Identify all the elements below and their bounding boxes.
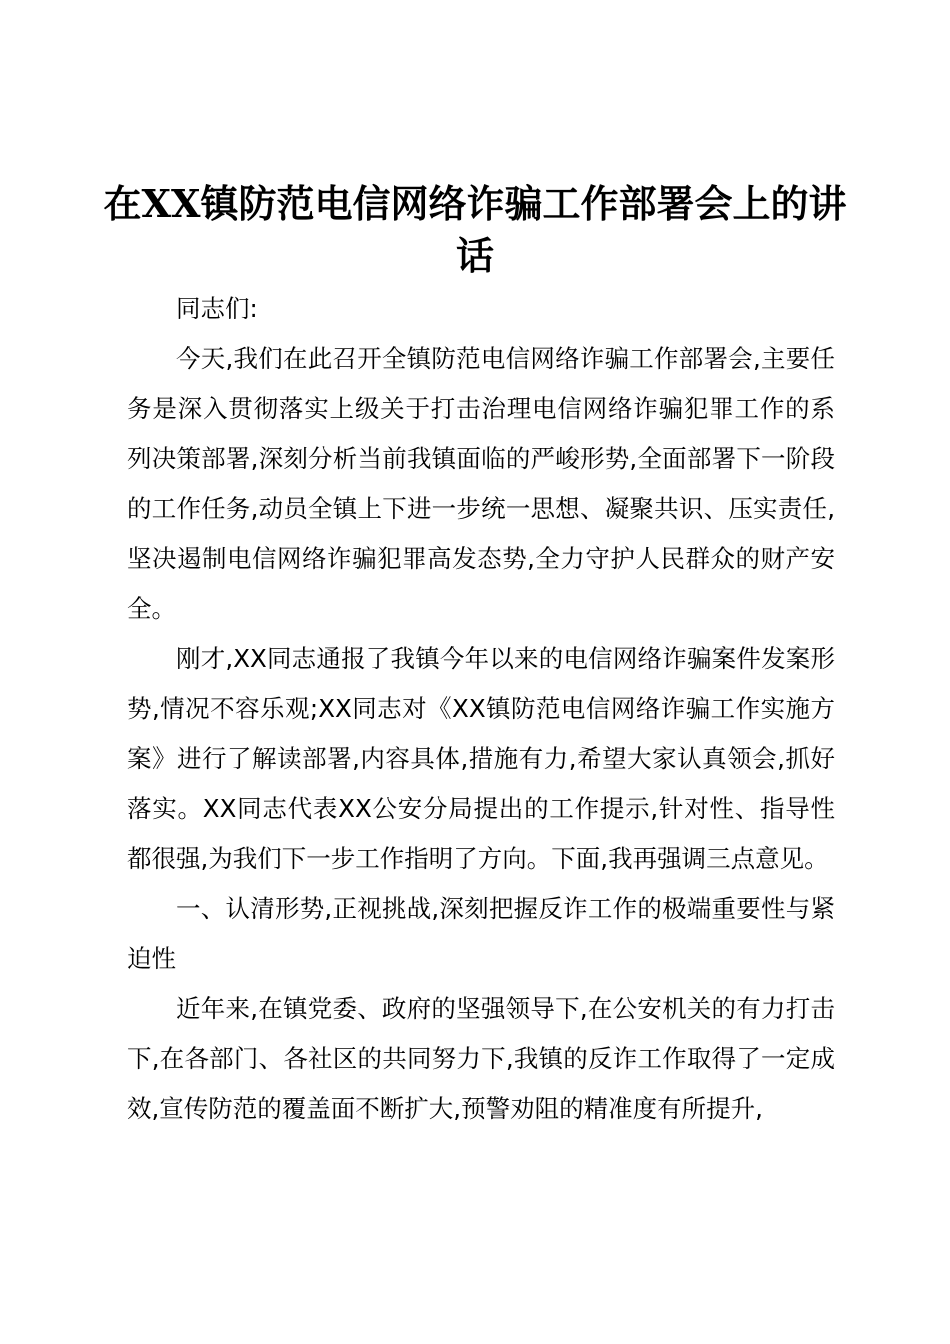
document-body: [127, 284, 835, 1134]
document-title: 在XX镇防范电信网络诈骗工作部署会上的讲话: [103, 181, 847, 278]
section-heading-1: 一、认清形势,正视挑战,深刻把握反诈工作的极端重要性与紧迫性: [127, 894, 835, 973]
salutation-paragraph: 同志们:: [176, 294, 258, 323]
summary-paragraph: 刚才,XX同志通报了我镇今年以来的电信网络诈骗案件发案形势,情况不容乐观;XX同志对《XX镇防范电信网络诈骗工作实施方案》进行了解读部署,内容具体,措施有力,希望大家认真领会,抓好落实。XX同志代表XX公安分局提出的工作提示,针对性、指导性都很强,为我们下一步工作指明了方向。下面,我再强调三点意见。: [127, 644, 835, 873]
opening-paragraph: 今天,我们在此召开全镇防范电信网络诈骗工作部署会,主要任务是深入贯彻落实上级关于打击治理电信网络诈骗犯罪工作的系列决策部署,深刻分析当前我镇面临的严峻形势,全面部署下一阶段的工作任务,动员全镇上下进一步统一思想、凝聚共识、压实责任,坚决遏制电信网络诈骗犯罪高发态势,全力守护人民群众的财产安全。: [127, 344, 835, 623]
section-1-paragraph: 近年来,在镇党委、政府的坚强领导下,在公安机关的有力打击下,在各部门、各社区的共同努力下,我镇的反诈工作取得了一定成效,宣传防范的覆盖面不断扩大,预警劝阻的精准度有所提升,: [127, 994, 835, 1123]
